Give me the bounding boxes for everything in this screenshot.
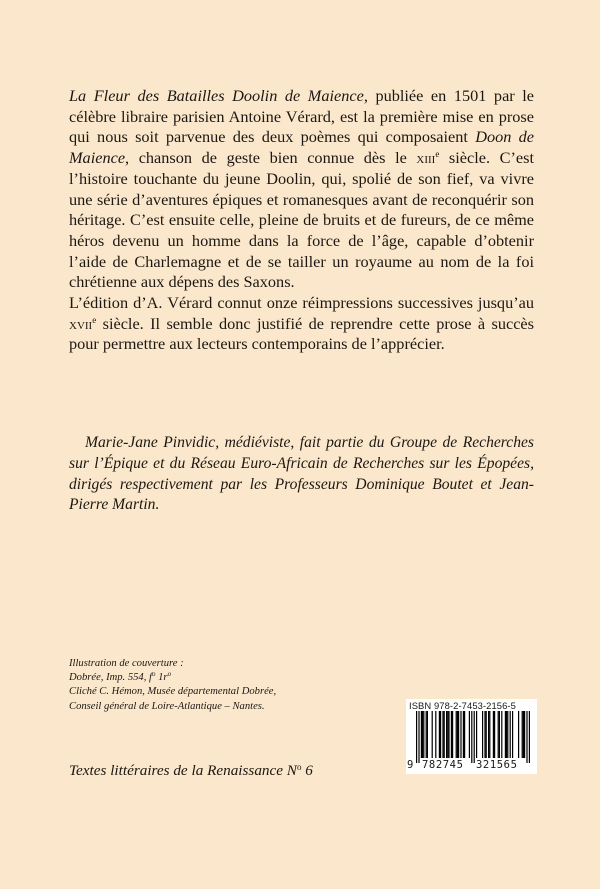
barcode-bar [501, 711, 502, 758]
series-name: Textes littéraires de la Renaissance $N^o$ 6 [69, 762, 313, 779]
barcode-bar [498, 711, 499, 758]
barcode-bar [418, 711, 419, 763]
barcode-bar [488, 711, 489, 758]
barcode-bar [512, 711, 513, 758]
barcode-bar [494, 711, 495, 758]
barcode-bar [486, 711, 487, 758]
barcode-bar [469, 711, 470, 758]
barcode-bar [471, 711, 472, 763]
barcode-bar [421, 711, 422, 758]
barcode-bar [456, 711, 457, 758]
barcode-bar [426, 711, 427, 758]
barcode-bar [489, 711, 490, 758]
barcode-bar [474, 711, 475, 763]
barcode-bar [439, 711, 440, 758]
barcode-bar [505, 711, 506, 758]
barcode-digits [406, 759, 537, 773]
barcode-bar [446, 711, 447, 758]
barcode-bar [422, 711, 423, 758]
barcode-bar [448, 711, 449, 758]
barcode-bar [452, 711, 453, 758]
barcode-bar [510, 711, 511, 758]
barcode-bar [524, 711, 525, 758]
barcode-bar [476, 711, 477, 758]
barcode-bar [427, 711, 428, 758]
barcode-bar [447, 711, 448, 758]
barcode-bar [457, 711, 458, 758]
barcode-bar [499, 711, 500, 758]
barcode-bar [432, 711, 433, 758]
barcode-digits-right: 321565 [476, 759, 518, 771]
barcode-digits-left: 782745 [422, 759, 464, 771]
barcode-bar [464, 711, 465, 758]
poem-title: Doon de Maience [69, 127, 535, 168]
barcode-digit-first: 9 [407, 759, 414, 771]
barcode-bar [518, 711, 519, 758]
blurb-text [69, 86, 534, 355]
barcode-bar [444, 711, 445, 758]
century-numeral: xvii [69, 313, 93, 333]
barcode-bar [493, 711, 494, 758]
isbn-barcode-block [406, 699, 537, 774]
credits-line-1: Illustration de couverture : [69, 658, 184, 669]
barcode-bar [440, 711, 441, 758]
barcode-bar [423, 711, 424, 758]
barcode-bar [522, 711, 523, 758]
barcode-bar [507, 711, 508, 758]
century-numeral: xiii [416, 148, 436, 168]
barcode-bar [442, 711, 443, 758]
barcode-bar [484, 711, 485, 758]
barcode-bar [482, 711, 483, 758]
credits-line-3: Cliché C. Hémon, Musée départemental Dobrée, [69, 686, 277, 698]
barcode-bar [460, 711, 461, 758]
blurb-paragraph-2: L’édition d’A. Vérard connut onze réimpressions successives jusqu’au xvii$^e$ siècle. Il semble donc justifié de reprendre cette prose à succès pour permettre aux lecteurs contemporains de l’apprécier. [69, 293, 534, 354]
barcode-bar [526, 711, 527, 763]
barcode-bar [506, 711, 507, 758]
barcode-bar [416, 711, 417, 763]
barcode-bar [463, 711, 464, 758]
credits-line-2: Dobrée, Imp. 554, $f^o$ $1r^o$ [69, 670, 172, 684]
barcode-bar [523, 711, 524, 758]
isbn-label: ISBN 978-2-7453-2156-5 [409, 700, 516, 711]
book-title: La Fleur des Batailles Doolin de Maience [69, 86, 364, 105]
author-bio: Marie-Jane Pinvidic, médiéviste, fait partie du Groupe de Recherches sur l’Épique et du Réseau Euro-Africain de Recherches sur les Épopées, dirigés respectivement par les Professeurs Dominique Boutet et Jean-Pierre Martin. [69, 434, 534, 514]
barcode-bar [529, 711, 530, 763]
barcode-bar [458, 711, 459, 758]
barcode-bar [435, 711, 436, 758]
credits-line-4: Conseil général de Loire-Atlantique – Nantes. [69, 700, 265, 712]
illustration-credits [69, 657, 369, 714]
barcode-icon [406, 711, 537, 763]
blurb-paragraph-1: La Fleur des Batailles Doolin de Maience, publiée en 1501 par le célèbre libraire parisien Antoine Vérard, est la première mise en prose qui nous soit parvenue des deux poèmes qui composaient Doon de Maience, chanson de geste bien connue dès le xiii$^e$ siècle. C’est l’histoire touchante du jeune Doolin, qui, spolié de son fief, va vivre une série d’aventures épiques et romanesques avant de reconquérir son héritage. C’est ensuite celle, pleine de bruits et de fureurs, de ce même héros devenu un homme dans la force de l’âge, capable d’obtenir l’aide de Charlemagne et de se tailler un royaume au nom de la foi chrétienne aux dépens des Saxons. [69, 86, 535, 292]
barcode-bar [451, 711, 452, 758]
